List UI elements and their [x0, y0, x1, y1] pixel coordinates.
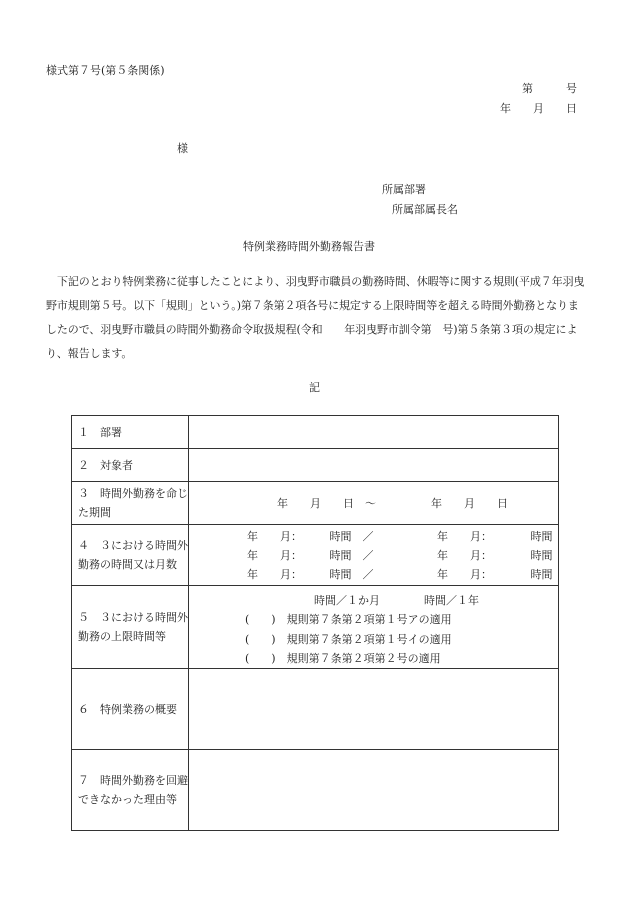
row-label-period: ３ 時間外勤務を命じた期間	[72, 482, 189, 525]
report-table	[71, 415, 559, 831]
table-row	[72, 416, 559, 449]
table-row	[72, 586, 559, 669]
overtime-line-1-left: 年 月： 時間 ／	[247, 530, 374, 543]
table-row	[72, 449, 559, 482]
row-label-reason: ７ 時間外勤務を回避できなかった理由等	[72, 750, 189, 831]
overtime-line-3-left: 年 月： 時間 ／	[247, 568, 374, 581]
limit-option-3[interactable]: ( ) 規則第７条第２項第２号の適用	[245, 652, 441, 665]
row-label-overview: ６ 特例業務の概要	[72, 669, 189, 750]
row-label-target-person: ２ 対象者	[72, 449, 189, 482]
reason-field[interactable]	[189, 750, 559, 831]
target-person-field[interactable]	[189, 449, 559, 482]
sender-department-head: 所属部属長名	[392, 203, 458, 216]
ki-heading: 記	[309, 381, 320, 394]
period-field[interactable]	[189, 482, 559, 525]
table-row	[72, 750, 559, 831]
overtime-hours-field[interactable]	[189, 525, 559, 586]
date-line: 年 月 日	[500, 102, 577, 115]
limit-hours: 時間／１か月 時間／１年	[314, 594, 479, 607]
limit-field[interactable]	[189, 586, 559, 669]
row-label-limit: ５ ３における時間外勤務の上限時間等	[72, 586, 189, 669]
department-field[interactable]	[189, 416, 559, 449]
body-paragraph: 下記のとおり特例業務に従事したことにより、羽曳野市職員の勤務時間、休暇等に関する規則(平成７年羽曳野市規則第５号。以下「規則」という。)第７条第２項各号に規定する上限時間等を超える時間外勤務となりましたので、羽曳野市職員の時間外勤務命令取扱規程(令和 年羽曳野市訓令第 号)第５条第３項の規定により、報告します。	[46, 275, 585, 360]
limit-option-2[interactable]: ( ) 規則第７条第２項第１号イの適用	[245, 633, 452, 646]
document-number-line: 第 号	[522, 82, 577, 95]
overtime-line-3-right: 年 月： 時間	[437, 568, 553, 581]
form-label: 様式第７号(第５条関係)	[46, 64, 165, 77]
table-row	[72, 525, 559, 586]
sender-department: 所属部署	[382, 183, 426, 196]
overtime-line-1-right: 年 月： 時間	[437, 530, 553, 543]
table-row	[72, 482, 559, 525]
row-label-overtime-hours: ４ ３における時間外勤務の時間又は月数	[72, 525, 189, 586]
row-label-department: １ 部署	[72, 416, 189, 449]
period-range: 年 月 日 ～ 年 月 日	[277, 497, 508, 510]
overtime-line-2-right: 年 月： 時間	[437, 549, 553, 562]
limit-option-1[interactable]: ( ) 規則第７条第２項第１号アの適用	[245, 613, 452, 626]
addressee: 様	[177, 142, 188, 155]
table-row	[72, 669, 559, 750]
document-title: 特例業務時間外勤務報告書	[243, 240, 375, 253]
overview-field[interactable]	[189, 669, 559, 750]
overtime-line-2-left: 年 月： 時間 ／	[247, 549, 374, 562]
